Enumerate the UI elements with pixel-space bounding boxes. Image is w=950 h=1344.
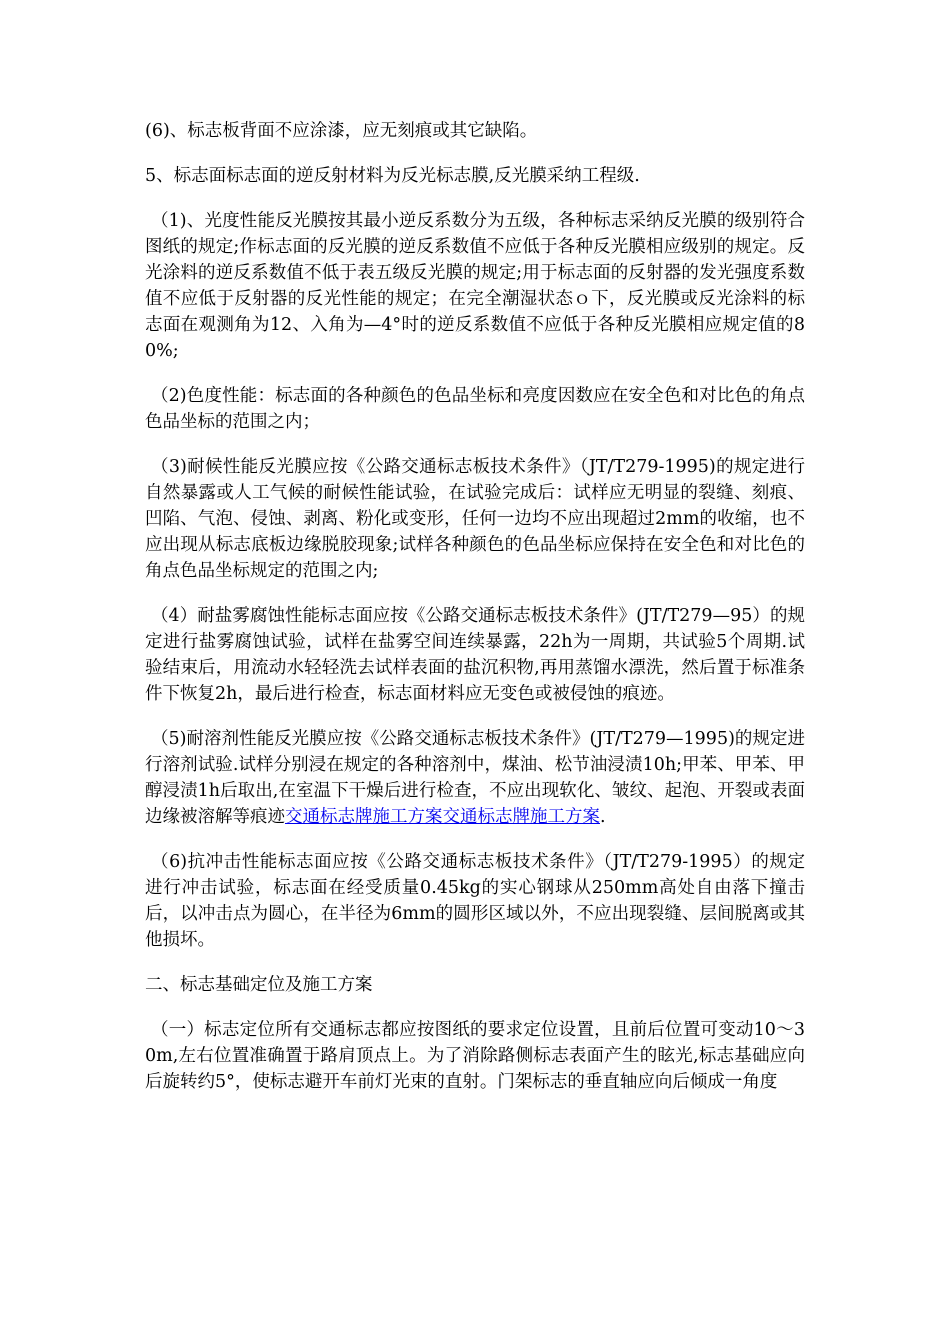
document-body bbox=[145, 118, 805, 1114]
paragraph-chromaticity: （2)色度性能：标志面的各种颜色的色品坐标和亮度因数应在安全色和对比色的角点色品坐标的范围之内； bbox=[145, 386, 805, 432]
paragraph-solvent-text: （5)耐溶剂性能反光膜应按《公路交通标志板技术条件》(JT/T279—1995)的规定进行溶剂试验.试样分别浸在规定的各种溶剂中，煤油、松节油浸渍10h;甲苯、甲苯、甲醇浸渍1h后取出,在室温下干燥后进行检查，不应出现软化、皱纹、起泡、开裂或表面边缘被溶解等痕迹 bbox=[145, 729, 805, 827]
paragraph-solvent bbox=[145, 726, 805, 830]
document-link[interactable]: 交通标志牌施工方案交通标志牌施工方案 bbox=[285, 807, 600, 827]
paragraph-sign-positioning: （一）标志定位所有交通标志都应按图纸的要求定位设置，且前后位置可变动10～30m,左右位置准确置于路肩顶点上。为了消除路侧标志表面产生的眩光,标志基础应向后旋转约5°，使标志避开车前灯光束的直射。门架标志的垂直轴应向后倾成一角度 bbox=[145, 1020, 805, 1092]
paragraph-retroreflective-material: 5、标志面标志面的逆反射材料为反光标志膜,反光膜采纳工程级. bbox=[145, 166, 640, 186]
section-heading: 二、标志基础定位及施工方案 bbox=[145, 975, 373, 995]
paragraph-impact: （6)抗冲击性能标志面应按《公路交通标志板技术条件》（JT/T279-1995）的规定进行冲击试验，标志面在经受质量0.45kg的实心钢球从250mm高处自由落下撞击后，以冲击点为圆心，在半径为6mm的圆形区域以外，不应出现裂缝、层间脱离或其他损坏。 bbox=[145, 852, 805, 950]
paragraph-salt-spray: （4）耐盐雾腐蚀性能标志面应按《公路交通标志板技术条件》(JT/T279—95）的规定进行盐雾腐蚀试验，试样在盐雾空间连续暴露，22h为一周期，共试验5个周期.试验结束后，用流动水轻轻洗去试样表面的盐沉积物,再用蒸馏水漂洗，然后置于标准条件下恢复2h，最后进行检查，标志面材料应无变色或被侵蚀的痕迹。 bbox=[145, 606, 805, 704]
paragraph-solvent-tail: . bbox=[600, 807, 606, 827]
paragraph-backside: (6)、标志板背面不应涂漆，应无刻痕或其它缺陷。 bbox=[145, 121, 538, 141]
paragraph-weathering: （3)耐候性能反光膜应按《公路交通标志板技术条件》（JT/T279-1995)的规定进行自然暴露或人工气候的耐候性能试验，在试验完成后：试样应无明显的裂缝、刻痕、凹陷、气泡、侵蚀、剥离、粉化或变形，任何一边均不应出现超过2mm的收缩，也不应出现从标志底板边缘脱胶现象;试样各种颜色的色品坐标应保持在安全色和对比色的角点色品坐标规定的范围之内; bbox=[145, 457, 805, 581]
paragraph-photometric: （1)、光度性能反光膜按其最小逆反系数分为五级，各种标志采纳反光膜的级别符合图纸的规定;作标志面的反光膜的逆反系数值不应低于各种反光膜相应级别的规定。反光涂料的逆反系数值不低于表五级反光膜的规定;用于标志面的反射器的发光强度系数值不应低于反射器的反光性能的规定；在完全潮湿状态ｏ下，反光膜或反光涂料的标志面在观测角为12、入角为—4°时的逆反系数值不应低于各种反光膜相应规定值的80%; bbox=[145, 211, 805, 361]
